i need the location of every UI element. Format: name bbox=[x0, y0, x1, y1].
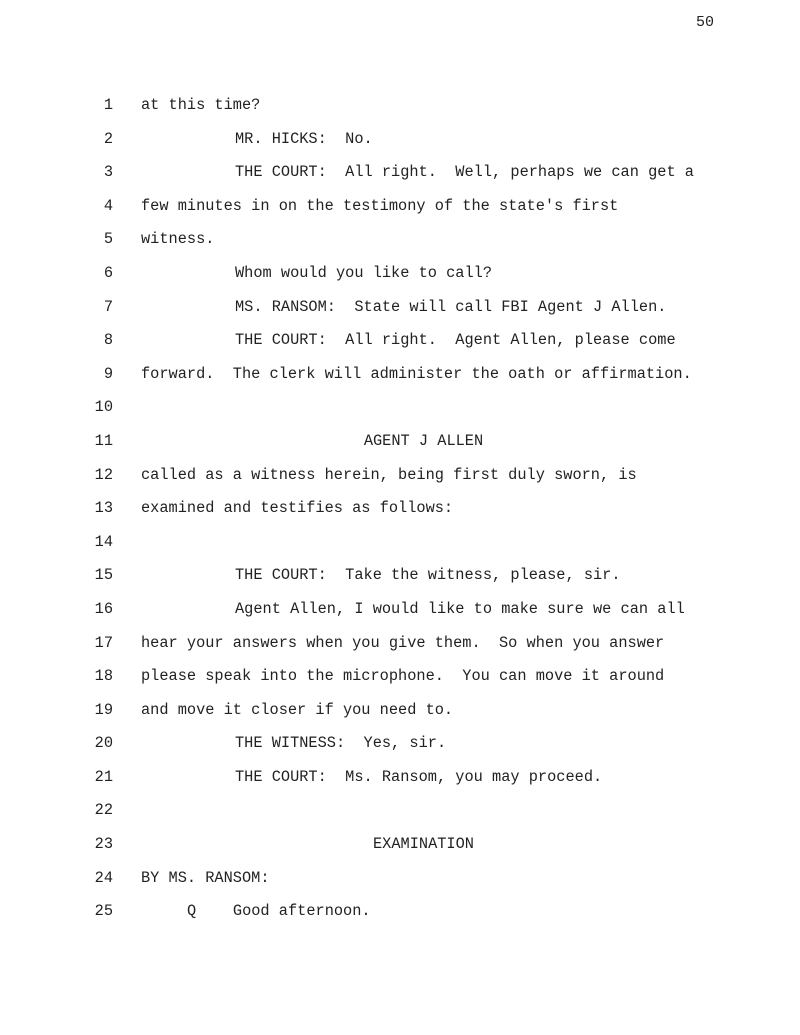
transcript-line bbox=[0, 530, 800, 564]
transcript-body bbox=[0, 93, 800, 933]
transcript-line bbox=[0, 563, 800, 597]
line-number: 3 bbox=[103, 163, 113, 182]
transcript-line bbox=[0, 160, 800, 194]
transcript-line bbox=[0, 597, 800, 631]
line-number: 17 bbox=[94, 633, 113, 652]
line-text: Q Good afternoon. bbox=[187, 902, 371, 921]
line-number: 12 bbox=[94, 465, 113, 484]
line-number: 23 bbox=[94, 835, 113, 854]
line-number: 5 bbox=[103, 230, 113, 249]
line-text: Agent Allen, I would like to make sure we can all bbox=[235, 599, 685, 618]
line-number: 8 bbox=[103, 331, 113, 350]
line-number: 15 bbox=[94, 566, 113, 585]
transcript-line bbox=[0, 765, 800, 799]
line-text: few minutes in on the testimony of the state's first bbox=[141, 196, 619, 215]
transcript-line bbox=[0, 362, 800, 396]
line-text: please speak into the microphone. You can move it around bbox=[141, 667, 665, 686]
transcript-line bbox=[0, 93, 800, 127]
line-text: and move it closer if you need to. bbox=[141, 700, 454, 719]
transcript-line bbox=[0, 832, 800, 866]
line-text: forward. The clerk will administer the oath or affirmation. bbox=[141, 364, 692, 383]
line-text: called as a witness herein, being first duly sworn, is bbox=[141, 465, 637, 484]
transcript-line bbox=[0, 227, 800, 261]
line-number: 19 bbox=[94, 700, 113, 719]
examination-heading: EXAMINATION bbox=[373, 835, 474, 854]
line-number: 16 bbox=[94, 599, 113, 618]
line-number: 4 bbox=[103, 196, 113, 215]
line-number: 21 bbox=[94, 767, 113, 786]
transcript-line bbox=[0, 899, 800, 933]
transcript-line bbox=[0, 866, 800, 900]
line-text: MS. RANSOM: State will call FBI Agent J Allen. bbox=[235, 297, 667, 316]
transcript-line bbox=[0, 395, 800, 429]
line-text: Whom would you like to call? bbox=[235, 263, 493, 282]
line-number: 7 bbox=[103, 297, 113, 316]
transcript-line bbox=[0, 698, 800, 732]
transcript-line bbox=[0, 295, 800, 329]
transcript-line bbox=[0, 429, 800, 463]
line-number: 25 bbox=[94, 902, 113, 921]
line-number: 20 bbox=[94, 734, 113, 753]
line-text: THE COURT: Take the witness, please, sir. bbox=[235, 566, 621, 585]
transcript-line bbox=[0, 664, 800, 698]
transcript-line bbox=[0, 798, 800, 832]
line-number: 6 bbox=[103, 263, 113, 282]
transcript-line bbox=[0, 261, 800, 295]
transcript-line bbox=[0, 194, 800, 228]
line-number: 9 bbox=[103, 364, 113, 383]
transcript-line bbox=[0, 127, 800, 161]
line-number: 18 bbox=[94, 667, 113, 686]
line-text: examined and testifies as follows: bbox=[141, 499, 454, 518]
transcript-line bbox=[0, 328, 800, 362]
line-text: witness. bbox=[141, 230, 215, 249]
line-text: BY MS. RANSOM: bbox=[141, 868, 270, 887]
line-number: 22 bbox=[94, 801, 113, 820]
line-text: THE COURT: All right. Well, perhaps we can get a bbox=[235, 163, 694, 182]
line-number: 14 bbox=[94, 532, 113, 551]
witness-heading: AGENT J ALLEN bbox=[363, 431, 484, 450]
line-text: hear your answers when you give them. So when you answer bbox=[141, 633, 665, 652]
line-text: at this time? bbox=[141, 96, 261, 114]
line-text: THE COURT: All right. Agent Allen, please come bbox=[235, 331, 676, 350]
transcript-line bbox=[0, 496, 800, 530]
line-text: MR. HICKS: No. bbox=[235, 129, 373, 148]
line-number: 10 bbox=[94, 398, 113, 417]
line-text: THE WITNESS: Yes, sir. bbox=[235, 734, 447, 753]
transcript-line bbox=[0, 463, 800, 497]
line-number: 24 bbox=[94, 868, 113, 887]
line-number: 1 bbox=[103, 96, 113, 114]
line-text: THE COURT: Ms. Ransom, you may proceed. bbox=[235, 767, 603, 786]
page-number: 50 bbox=[695, 14, 714, 31]
transcript-line bbox=[0, 731, 800, 765]
line-number: 11 bbox=[94, 431, 113, 450]
transcript-line bbox=[0, 631, 800, 665]
line-number: 2 bbox=[103, 129, 113, 148]
line-number: 13 bbox=[94, 499, 113, 518]
